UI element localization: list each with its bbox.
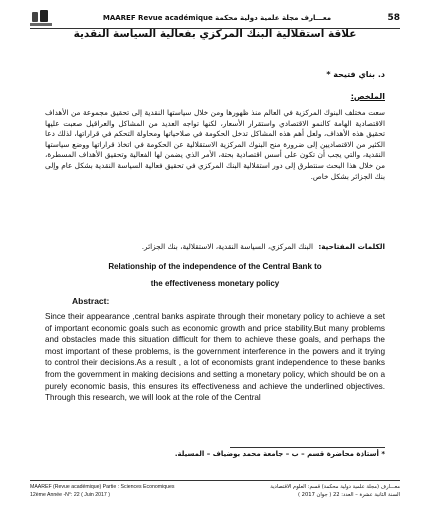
footer-right (270, 483, 400, 499)
english-title-line-2: the effectiveness monetary policy (150, 279, 280, 288)
footer-right-line-2: السنة الثانية عشرة – العدد: 22 ( جوان 2017 ) (297, 492, 400, 498)
page-header (30, 8, 400, 29)
english-title (45, 258, 385, 292)
arabic-title: علاقة استقلالية البنك المركزي بفعالية السياسة النقدية (73, 28, 357, 40)
arabic-keywords-label: الكلمات المفتاحية: (318, 242, 385, 251)
footer-left-line-1: MAAREF (Revue académique) Partie : Sciences Economiques (30, 484, 175, 490)
arabic-keywords-text: البنك المركزي، السياسة النقدية، الاستقلالية، بنك الجزائر. (141, 242, 314, 251)
journal-title: MAAREF Revue académique معـــارف مجلة علمية دولية محكمة (102, 14, 332, 22)
footer-right-line-1: معـــارف (مجلة علمية دولية محكمة) قسم: العلوم الاقتصادية (270, 484, 400, 490)
arabic-keywords (45, 242, 385, 251)
footer-left-line-2: 12ème Année -N°: 22 ( Juin 2017 ) (30, 492, 110, 498)
page-number: 58 (387, 13, 400, 23)
journal-logo-icon (30, 10, 52, 26)
english-abstract-label: Abstract: (72, 296, 110, 306)
author-name: د. بناي فتيحة * (326, 70, 385, 79)
footer-left (30, 483, 174, 499)
arabic-abstract-label: الملخص: (350, 92, 385, 101)
page-footer (30, 480, 400, 499)
english-title-line-1: Relationship of the independence of the Central Bank to (108, 262, 322, 271)
arabic-abstract: سعت مختلف البنوك المركزية في العالم منذ ظهورها ومن خلال سياستها النقدية إلى تحقيق مجموعة من الأهداف الاقتصادية الهامة كالنمو الاقتصادي واستقرار الأسعار، لكنها تواجه العديد من المشاكل والعراقيل صعبت عليها تحقيق هذه الأهداف، ولعل أهم هذه المشاكل تدخل الحكومة في صلاحياتها ومحاولة التحكم في قراراتها، لذلك دعا الكثير من الاقتصاديين إلى ضرورة منح البنوك المركزية الاستقلالية عن الحكومة في اتخاذ قراراتها ووضع سياستها النقدية، والتي يجب أن تكون على أسس اقتصادية بحتة، الأمر الذي يضمن لها الفعالية وتحقيق الأهداف المسطرة، من خلال هذا البحث سنتطرق إلى دور استقلالية البنك المركزي في تحقيق فعالية السياسة النقدية بشكل عام وإلى بنك الجزائر بشكل خاص. (45, 108, 385, 181)
footnote: * أستاذة محاضرة قسم – ب – جامعة محمد بوضياف – المسيلة. (174, 450, 385, 458)
english-abstract: Since their appearance ,central banks aspirate through their monetary policy to achieve a set of important economic goals such as economic growth and price stability.But many problems and obstacles made this situation difficult for them to achieve these goals, and perhaps the most important of these problems, is the government interference in the powers and it trying to control their decisions.As a result , a lot of economists grant independence to these banks from the government in making decisions and setting a monetary policy, which should be on a purely economic basis, this ensures its effectiveness and achieve the underlined objectives. Through this research, we will look at the role of the Central (45, 312, 385, 403)
footnote-divider (230, 447, 385, 448)
